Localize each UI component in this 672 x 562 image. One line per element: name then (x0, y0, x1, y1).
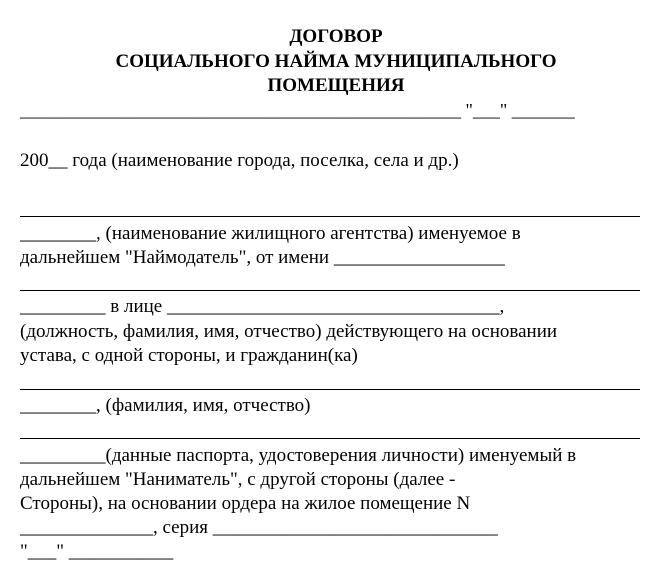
parties-line: Стороны), на основании ордера на жилое помещение N (20, 493, 471, 514)
document-title-line-3: ПОМЕЩЕНИЯ (267, 75, 405, 96)
blank-line (20, 290, 640, 291)
agency-line: ________, (наименование жилищного агентства) именуемое в (20, 223, 521, 244)
landlord-line: дальнейшем "Наймодатель", от имени __________________ (20, 247, 505, 268)
blank-line (20, 389, 640, 390)
fio-line: ________, (фамилия, имя, отчество) (20, 395, 311, 416)
date-line: _________________________________________________ "___" _______ (20, 100, 575, 120)
position-line: (должность, фамилия, имя, отчество) действующего на основании (20, 321, 558, 342)
in-person-line: _________ в лице ___________________________________, (20, 296, 505, 317)
document-title-line-1: ДОГОВОР (289, 26, 383, 47)
tenant-line: дальнейшем "Наниматель", с другой стороны (далее - (20, 469, 456, 490)
blank-line (20, 216, 640, 217)
blank-line (20, 438, 640, 439)
date-quote-line: "___" ___________ (20, 541, 174, 562)
passport-line: _________(данные паспорта, удостоверения личности) именуемый в (20, 445, 577, 466)
charter-line: устава, с одной стороны, и гражданин(ка) (20, 345, 358, 366)
series-line: ______________, серия ______________________________ (20, 517, 498, 538)
year-line: 200__ года (наименование города, поселка, села и др.) (20, 150, 459, 171)
document-title-line-2: СОЦИАЛЬНОГО НАЙМА МУНИЦИПАЛЬНОГО (115, 51, 557, 72)
